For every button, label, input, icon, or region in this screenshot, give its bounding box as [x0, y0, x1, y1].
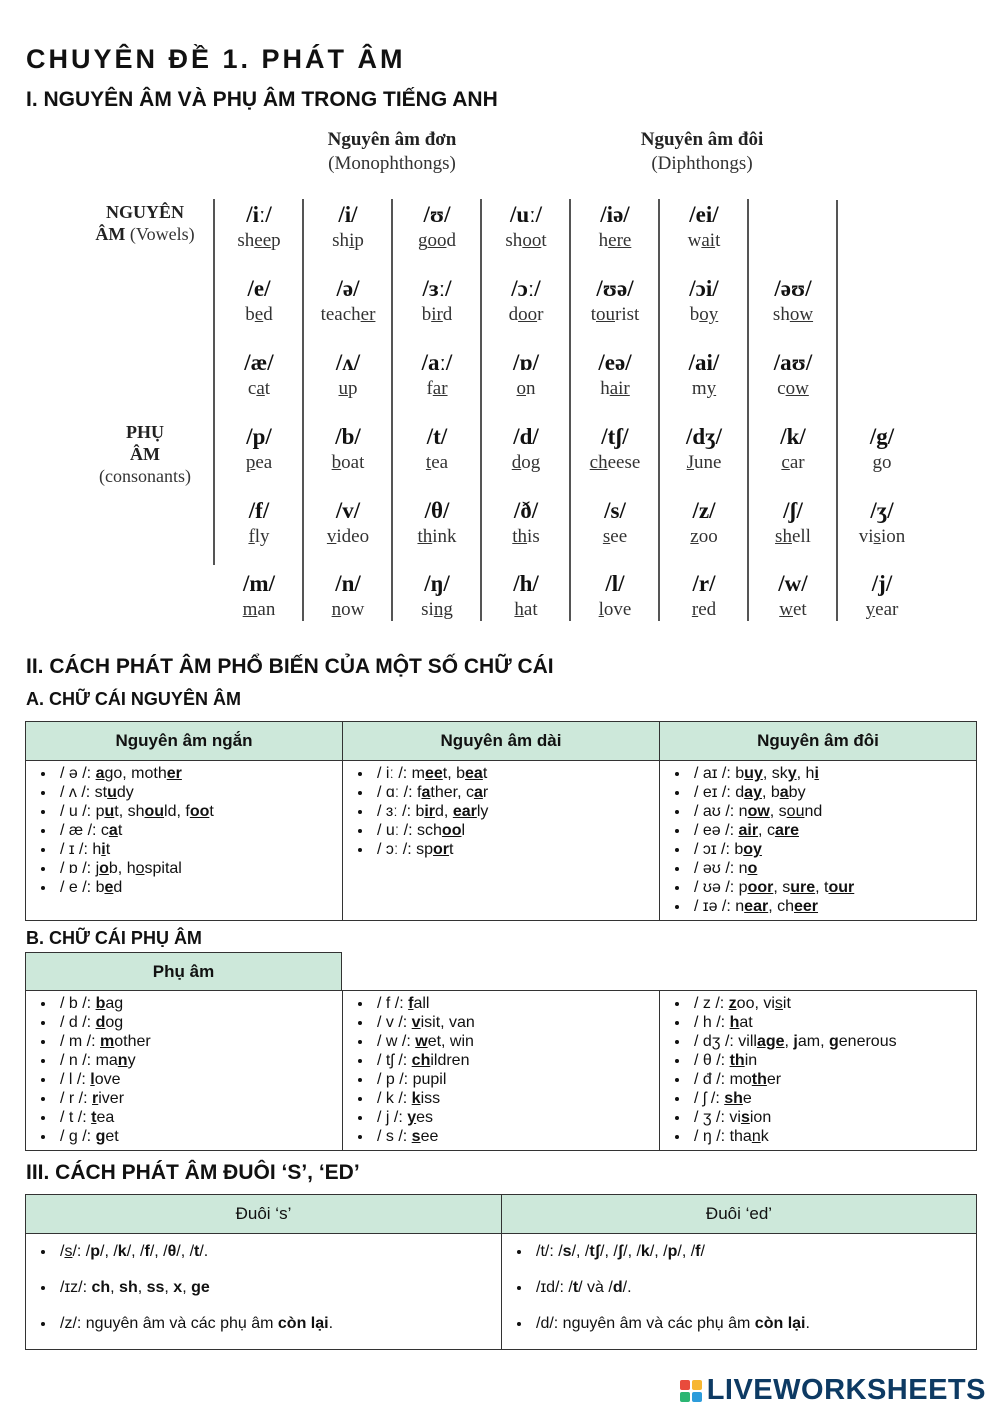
ipa-cell — [837, 497, 927, 549]
list-item: • / f /: fall — [373, 994, 659, 1013]
ipa-symbol: /ɜː/ — [422, 276, 452, 301]
list-item: • / dʒ /: village, jam, generous — [690, 1032, 976, 1051]
chart-divider — [480, 199, 482, 621]
ipa-cell — [481, 423, 571, 475]
highlighted-sound: sh — [775, 526, 792, 547]
highlighted-sound: a — [256, 378, 265, 399]
example-word: zoo — [690, 526, 718, 547]
ipa-symbol: /k/ — [780, 424, 806, 449]
ipa-symbol: /eə/ — [598, 350, 632, 375]
example-word: teacher — [320, 304, 376, 325]
ipa-symbol: /z/ — [692, 498, 716, 523]
ipa-cell — [481, 201, 571, 253]
example-word: red — [691, 599, 717, 620]
endings-table — [25, 1194, 977, 1350]
diphthongs-subtitle: (Diphthongs) — [651, 153, 753, 174]
short-vowels-header: Nguyên âm ngắn — [26, 722, 343, 761]
ipa-cell — [570, 275, 660, 327]
ipa-cell — [837, 423, 927, 475]
ipa-symbol: /e/ — [247, 276, 271, 301]
s-ending-header: Đuôi ‘s’ — [26, 1195, 502, 1234]
long-vowels-header: Nguyên âm dài — [343, 722, 660, 761]
highlighted-sound: oo — [518, 304, 538, 325]
example-word: see — [602, 526, 628, 547]
list-item: • / ŋ /: thank — [690, 1127, 976, 1146]
logo-square — [680, 1392, 690, 1402]
diphthongs-col-header: Nguyên âm đôi — [660, 722, 977, 761]
highlighted-sound: air — [609, 378, 630, 399]
highlighted-sound: J — [686, 452, 694, 473]
list-item: • / ʊə /: poor, sure, tour — [690, 878, 976, 897]
example-word: go — [872, 452, 892, 473]
example-word: cow — [777, 378, 809, 399]
example-word: now — [331, 599, 365, 620]
logo-square — [692, 1380, 702, 1390]
diphthongs-header — [610, 128, 794, 176]
list-item: • / əʊ /: no — [690, 859, 976, 878]
highlighted-sound: ch — [589, 452, 608, 473]
diphthongs-list — [660, 764, 976, 916]
highlighted-sound: s — [873, 526, 881, 547]
ipa-symbol: /i/ — [338, 202, 358, 227]
example-word: good — [418, 230, 456, 251]
ipa-symbol: /ʊə/ — [596, 276, 634, 301]
ipa-symbol: /ɔː/ — [511, 276, 541, 301]
list-item: • / iː /: meet, beat — [373, 764, 659, 783]
example-word: far — [426, 378, 448, 399]
example-word: video — [326, 526, 370, 547]
list-item: • / ɜː /: bird, early — [373, 802, 659, 821]
consonant-letters-table — [25, 990, 977, 1151]
highlighted-sound: oy — [699, 304, 719, 325]
ipa-cell — [659, 275, 749, 327]
list-item: • / ɔɪ /: boy — [690, 840, 976, 859]
chart-divider — [391, 199, 393, 621]
ipa-symbol: /θ/ — [424, 498, 450, 523]
ipa-cell — [748, 423, 838, 475]
consonants-label-vi: PHỤ — [126, 422, 164, 442]
ipa-cell — [214, 497, 304, 549]
ipa-cell — [392, 497, 482, 549]
example-word: wait — [687, 230, 721, 251]
list-item: • / uː /: school — [373, 821, 659, 840]
ipa-cell — [481, 275, 571, 327]
ipa-cell — [481, 497, 571, 549]
short-vowels-list — [26, 764, 342, 897]
example-word: on — [516, 378, 536, 399]
ipa-symbol: /w/ — [778, 571, 808, 596]
diphthongs-cell — [660, 761, 977, 921]
ipa-symbol: /ŋ/ — [424, 571, 450, 596]
ipa-cell — [214, 275, 304, 327]
list-item: • / h /: hat — [690, 1013, 976, 1032]
highlighted-sound: p — [245, 452, 256, 473]
list-item: • / s /: see — [373, 1127, 659, 1146]
example-word: tea — [425, 452, 449, 473]
list-item: • /z/: nguyên âm và các phụ âm còn lại. — [56, 1314, 501, 1333]
example-word: sing — [421, 599, 453, 620]
example-word: this — [512, 526, 540, 547]
list-item: • / b /: bag — [56, 994, 342, 1013]
ipa-symbol: /iː/ — [246, 202, 272, 227]
list-item: • / j /: yes — [373, 1108, 659, 1127]
ipa-symbol: /m/ — [243, 571, 275, 596]
ipa-cell — [748, 349, 838, 401]
s-ending-list — [26, 1242, 501, 1333]
chart-divider — [302, 199, 304, 621]
section-3-heading: III. CÁCH PHÁT ÂM ĐUÔI ‘S’, ‘ED’ — [26, 1161, 360, 1184]
list-item: • / e /: bed — [56, 878, 342, 897]
ipa-cell — [748, 570, 838, 622]
chart-divider — [747, 199, 749, 621]
highlighted-sound: oo — [427, 230, 447, 251]
highlighted-sound: oo — [522, 230, 542, 251]
ed-ending-list — [502, 1242, 976, 1333]
example-word: bed — [245, 304, 273, 325]
page-title: CHUYÊN ĐỀ 1. PHÁT ÂM — [26, 44, 406, 74]
list-item: • / u /: put, should, foot — [56, 802, 342, 821]
consonants-header: Phụ âm — [25, 952, 342, 990]
example-word: show — [772, 304, 814, 325]
highlighted-sound: ir — [431, 304, 443, 325]
list-item: • / θ /: thin — [690, 1051, 976, 1070]
ipa-cell — [392, 201, 482, 253]
example-word: cheese — [589, 452, 641, 473]
ipa-symbol: /f/ — [248, 498, 270, 523]
highlighted-sound: m — [242, 599, 258, 620]
example-word: ship — [332, 230, 364, 251]
liveworksheets-logo — [680, 1374, 986, 1407]
ipa-symbol: /tʃ/ — [601, 424, 629, 449]
consonants-list-3 — [660, 994, 976, 1146]
ed-ending-header: Đuôi ‘ed’ — [502, 1195, 977, 1234]
ipa-cell — [303, 570, 393, 622]
list-item: • / r /: river — [56, 1089, 342, 1108]
list-item: • / aɪ /: buy, sky, hi — [690, 764, 976, 783]
ipa-cell — [659, 570, 749, 622]
vowels-label-vi2: ÂM — [95, 224, 126, 244]
list-item: • / ʌ /: study — [56, 783, 342, 802]
vowel-letters-table — [25, 721, 977, 921]
ipa-symbol: /r/ — [692, 571, 716, 596]
list-item: • / đ /: mother — [690, 1070, 976, 1089]
highlighted-sound: c — [781, 452, 790, 473]
example-word: hair — [600, 378, 630, 399]
ipa-cell — [214, 423, 304, 475]
ipa-symbol: /l/ — [605, 571, 625, 596]
ipa-cell — [659, 201, 749, 253]
list-item: • / m /: mother — [56, 1032, 342, 1051]
list-item: • / t /: tea — [56, 1108, 342, 1127]
highlighted-sound: f — [248, 526, 255, 547]
monophthongs-title: Nguyên âm đơn — [327, 129, 457, 150]
example-word: bird — [421, 304, 453, 325]
ipa-cell — [303, 423, 393, 475]
ipa-cell — [570, 349, 660, 401]
ipa-cell — [303, 349, 393, 401]
list-item: • / ʒ /: vision — [690, 1108, 976, 1127]
ipa-symbol: /ʃ/ — [783, 498, 803, 523]
ipa-symbol: /n/ — [335, 571, 361, 596]
ipa-symbol: /ɔi/ — [689, 276, 719, 301]
example-word: pea — [245, 452, 273, 473]
s-ending-cell — [26, 1234, 502, 1350]
ipa-cell — [303, 201, 393, 253]
list-item: • / æ /: cat — [56, 821, 342, 840]
example-word: cat — [247, 378, 271, 399]
ipa-cell — [303, 497, 393, 549]
ipa-symbol: /aʊ/ — [773, 350, 813, 375]
consonants-cell-3 — [660, 991, 977, 1151]
highlighted-sound: th — [512, 526, 528, 547]
list-item: • /ɪz/: ch, sh, ss, x, ge — [56, 1278, 501, 1297]
list-item: • / ɪə /: near, cheer — [690, 897, 976, 916]
ipa-symbol: /s/ — [604, 498, 626, 523]
list-item: • / d /: dog — [56, 1013, 342, 1032]
highlighted-sound: y — [865, 599, 876, 620]
highlighted-sound: d — [511, 452, 522, 473]
consonants-cell-1 — [26, 991, 343, 1151]
section-b-heading: B. CHỮ CÁI PHỤ ÂM — [26, 928, 202, 948]
example-word: vision — [858, 526, 906, 547]
ipa-symbol: /d/ — [513, 424, 539, 449]
ipa-symbol: /dʒ/ — [685, 424, 723, 449]
list-item: • /ɪd/: /t/ và /d/. — [532, 1278, 976, 1297]
ipa-symbol: /ə/ — [336, 276, 360, 301]
ipa-symbol: /g/ — [869, 424, 895, 449]
logo-icon — [680, 1380, 702, 1402]
logo-square — [680, 1380, 690, 1390]
ipa-symbol: /ei/ — [689, 202, 719, 227]
example-word: boy — [689, 304, 719, 325]
consonants-list-2 — [343, 994, 659, 1146]
list-item: • /s/: /p/, /k/, /f/, /θ/, /t/. — [56, 1242, 501, 1261]
example-word: June — [686, 452, 722, 473]
chart-divider — [569, 199, 571, 621]
example-word: wet — [779, 599, 807, 620]
list-item: • / n /: many — [56, 1051, 342, 1070]
highlighted-sound: u — [338, 378, 348, 399]
list-item: • /t/: /s/, /tʃ/, /ʃ/, /k/, /p/, /f/ — [532, 1242, 976, 1261]
list-item: • / eɪ /: day, baby — [690, 783, 976, 802]
consonants-label-vi2: ÂM — [130, 444, 160, 464]
example-word: sheep — [237, 230, 281, 251]
example-word: year — [865, 599, 899, 620]
highlighted-sound: z — [690, 526, 699, 547]
ipa-cell — [303, 275, 393, 327]
highlighted-sound: e — [254, 304, 264, 325]
highlighted-sound: s — [602, 526, 611, 547]
ipa-symbol: /əʊ/ — [774, 276, 812, 301]
chart-divider — [658, 199, 660, 621]
list-item: • / l /: love — [56, 1070, 342, 1089]
ipa-cell — [214, 201, 304, 253]
ipa-cell — [481, 349, 571, 401]
ipa-symbol: /b/ — [335, 424, 361, 449]
highlighted-sound: ou — [596, 304, 615, 325]
ipa-cell — [837, 570, 927, 622]
list-item: • / z /: zoo, visit — [690, 994, 976, 1013]
list-item: • / ɪ /: hit — [56, 840, 342, 859]
ipa-symbol: /v/ — [335, 498, 361, 523]
diphthongs-title: Nguyên âm đôi — [640, 129, 764, 150]
example-word: fly — [248, 526, 270, 547]
ipa-symbol: /ʒ/ — [870, 498, 894, 523]
consonants-label-en: (consonants) — [99, 466, 191, 486]
list-item: • / ʃ /: she — [690, 1089, 976, 1108]
list-item: • / g /: get — [56, 1127, 342, 1146]
example-word: think — [417, 526, 457, 547]
ipa-symbol: /t/ — [426, 424, 448, 449]
highlighted-sound: b — [331, 452, 342, 473]
highlighted-sound: r — [691, 599, 699, 620]
ipa-cell — [214, 349, 304, 401]
example-word: shell — [775, 526, 811, 547]
list-item: • / w /: wet, win — [373, 1032, 659, 1051]
chart-divider — [836, 200, 838, 621]
ipa-cell — [392, 275, 482, 327]
example-word: hat — [514, 599, 538, 620]
example-word: man — [242, 599, 276, 620]
long-vowels-list — [343, 764, 659, 859]
highlighted-sound: y — [706, 378, 717, 399]
ipa-cell — [570, 570, 660, 622]
highlighted-sound: ow — [785, 378, 809, 399]
section-2-heading: II. CÁCH PHÁT ÂM PHỔ BIẾN CỦA MỘT SỐ CHỮ CÁI — [26, 655, 554, 678]
example-word: tourist — [590, 304, 640, 325]
ipa-symbol: /h/ — [513, 571, 539, 596]
logo-square — [692, 1392, 702, 1402]
ipa-symbol: /ʊ/ — [423, 202, 451, 227]
list-item: • / ɒ /: job, hospital — [56, 859, 342, 878]
list-item: • / aʊ /: now, sound — [690, 802, 976, 821]
vowels-label-vi: NGUYÊN — [105, 202, 184, 222]
example-word: love — [598, 599, 632, 620]
section-1-heading: I. NGUYÊN ÂM VÀ PHỤ ÂM TRONG TIẾNG ANH — [26, 88, 498, 111]
ipa-symbol: /ɒ/ — [513, 350, 539, 375]
monophthongs-header — [300, 128, 484, 176]
ipa-cell — [570, 201, 660, 253]
list-item: • /d/: nguyên âm và các phụ âm còn lại. — [532, 1314, 976, 1333]
ipa-symbol: /uː/ — [510, 202, 542, 227]
highlighted-sound: ow — [789, 304, 814, 325]
list-item: • / v /: visit, van — [373, 1013, 659, 1032]
ipa-cell — [214, 570, 304, 622]
ipa-symbol: /p/ — [246, 424, 272, 449]
example-word: boat — [331, 452, 365, 473]
example-word: dog — [511, 452, 541, 473]
highlighted-sound: g — [872, 452, 882, 473]
long-vowels-cell — [343, 761, 660, 921]
short-vowels-cell — [26, 761, 343, 921]
list-item: • / ə /: ago, mother — [56, 764, 342, 783]
list-item: • / ɔː /: sport — [373, 840, 659, 859]
ipa-cell — [570, 423, 660, 475]
vowels-label — [70, 201, 220, 245]
example-word: here — [598, 230, 632, 251]
ipa-cell — [570, 497, 660, 549]
example-word: car — [781, 452, 805, 473]
highlighted-sound: er — [360, 304, 376, 325]
highlighted-sound: o — [516, 378, 526, 399]
highlighted-sound: l — [598, 599, 604, 620]
highlighted-sound: i — [349, 230, 355, 251]
list-item: • / eə /: air, care — [690, 821, 976, 840]
list-item: • / k /: kiss — [373, 1089, 659, 1108]
ipa-symbol: /aː/ — [421, 350, 453, 375]
ipa-cell — [481, 570, 571, 622]
ipa-symbol: /j/ — [871, 571, 893, 596]
highlighted-sound: ee — [254, 230, 272, 251]
highlighted-sound: th — [417, 526, 433, 547]
example-word: my — [691, 378, 717, 399]
ipa-symbol: /iə/ — [600, 202, 630, 227]
consonants-cell-2 — [343, 991, 660, 1151]
brand-name: LIVEWORKSHEETS — [706, 1374, 986, 1406]
highlighted-sound: ere — [608, 230, 632, 251]
ipa-symbol: /æ/ — [244, 350, 274, 375]
list-item: • / tʃ /: children — [373, 1051, 659, 1070]
consonants-list-1 — [26, 994, 342, 1146]
ipa-cell — [748, 275, 838, 327]
ipa-cell — [392, 570, 482, 622]
vowels-label-en: (Vowels) — [125, 224, 195, 244]
example-word: up — [338, 378, 358, 399]
highlighted-sound: v — [326, 526, 337, 547]
example-word: door — [508, 304, 544, 325]
ipa-symbol: /ð/ — [513, 498, 539, 523]
ed-ending-cell — [502, 1234, 977, 1350]
ipa-cell — [659, 423, 749, 475]
ipa-cell — [659, 497, 749, 549]
list-item: • / p /: pupil — [373, 1070, 659, 1089]
ipa-symbol: /ʌ/ — [335, 350, 361, 375]
list-item: • / ɑː /: father, car — [373, 783, 659, 802]
ipa-symbol: /ai/ — [688, 350, 720, 375]
highlighted-sound: h — [514, 599, 524, 620]
highlighted-sound: w — [779, 599, 793, 620]
highlighted-sound: ng — [433, 599, 453, 620]
highlighted-sound: ai — [701, 230, 716, 251]
ipa-cell — [659, 349, 749, 401]
ipa-cell — [392, 349, 482, 401]
highlighted-sound: ar — [432, 378, 448, 399]
example-word: shoot — [505, 230, 547, 251]
highlighted-sound: n — [331, 599, 342, 620]
monophthongs-subtitle: (Monophthongs) — [328, 153, 456, 174]
ipa-cell — [392, 423, 482, 475]
ipa-cell — [748, 497, 838, 549]
section-a-heading: A. CHỮ CÁI NGUYÊN ÂM — [26, 689, 241, 709]
consonants-label — [70, 421, 220, 487]
highlighted-sound: t — [425, 452, 432, 473]
